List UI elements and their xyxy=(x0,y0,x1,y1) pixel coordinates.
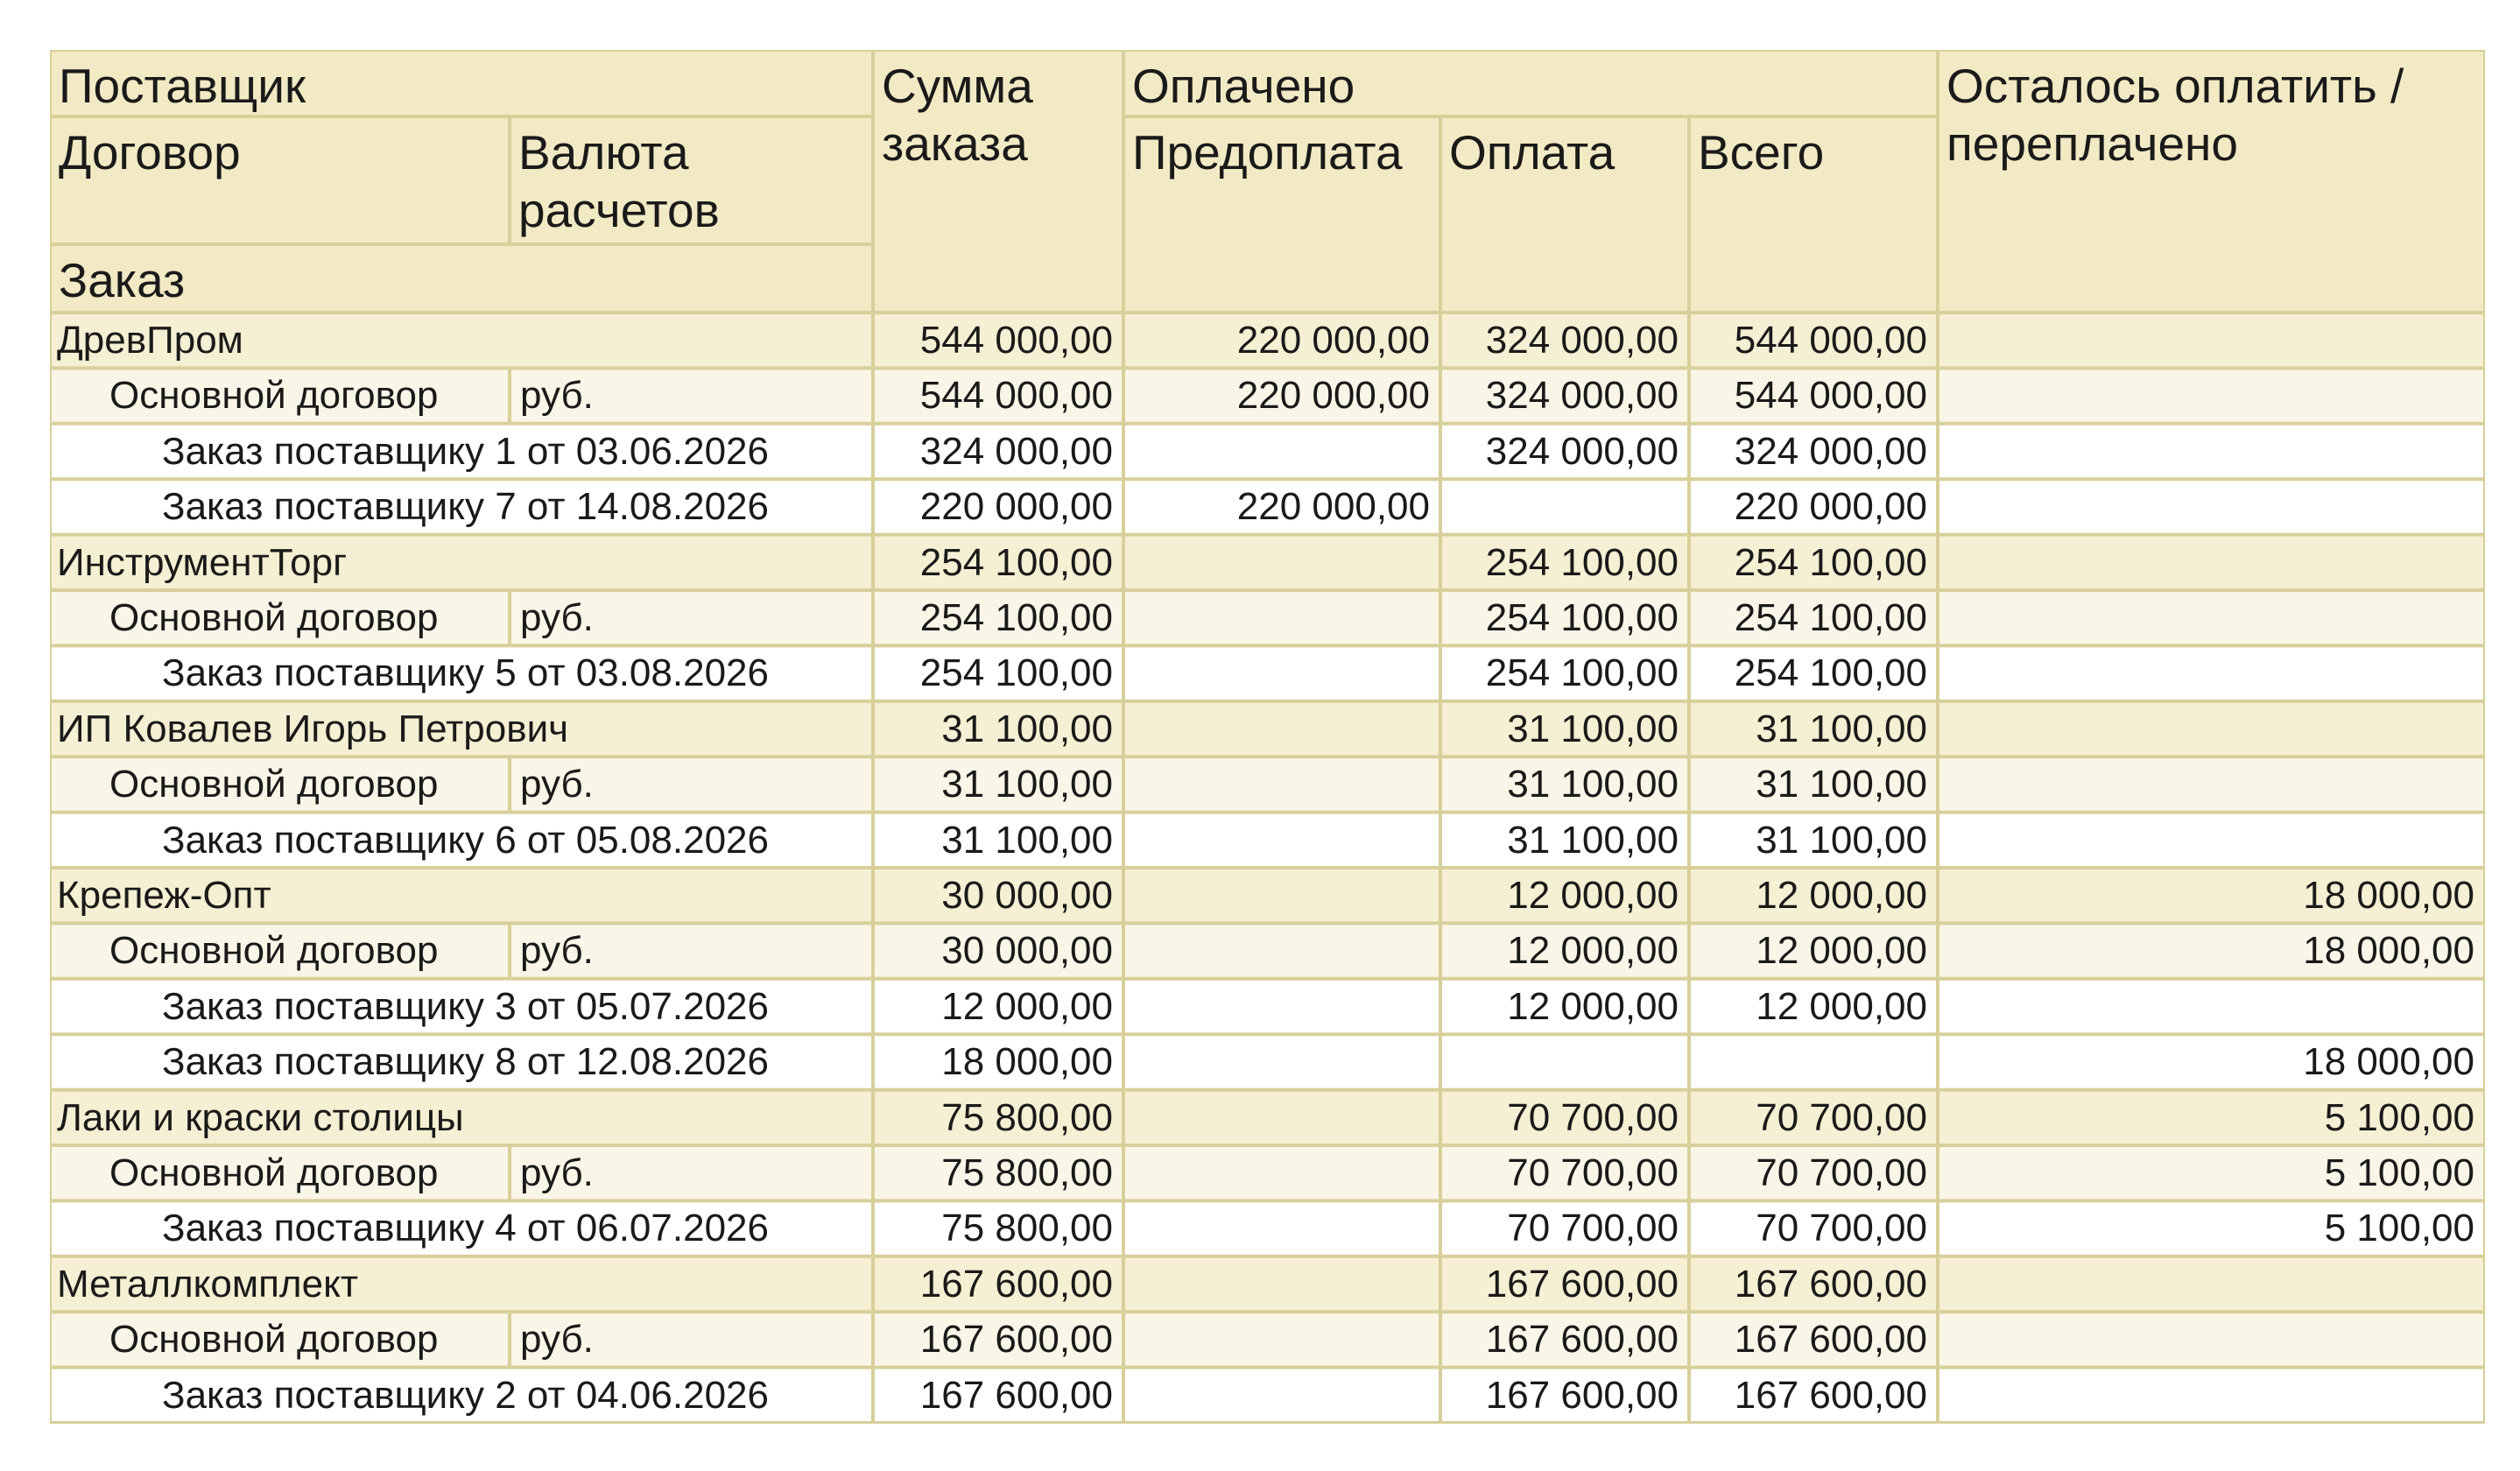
header-supplier: Поставщик xyxy=(59,59,306,113)
header-remaining: Осталось оплатить / переплачено xyxy=(1946,59,2404,171)
order-sum-value: 220 000,00 xyxy=(919,485,1113,529)
payment-value xyxy=(1440,1034,1689,1089)
row-name: Основной договор xyxy=(109,1318,439,1362)
total-value: 254 100,00 xyxy=(1734,651,1927,695)
row-currency: руб. xyxy=(520,1151,594,1194)
payment-value: 12 000,00 xyxy=(1507,929,1679,973)
header-order: Заказ xyxy=(59,253,186,307)
row-name: Основной договор xyxy=(109,929,439,973)
row-name: ДревПром xyxy=(57,319,243,362)
remaining-value xyxy=(1938,535,2485,590)
total-value: 31 100,00 xyxy=(1756,707,1927,750)
remaining-value: 5 100,00 xyxy=(2324,1095,2474,1139)
payment-value: 254 100,00 xyxy=(1485,651,1679,695)
header-prepayment: Предоплата xyxy=(1132,125,1403,179)
total-value: 12 000,00 xyxy=(1756,874,1927,917)
prepayment-value xyxy=(1123,1145,1440,1200)
payment-value: 31 100,00 xyxy=(1507,707,1679,750)
prepayment-value: 220 000,00 xyxy=(1236,485,1430,529)
prepayment-value xyxy=(1123,424,1440,479)
order-sum-value: 30 000,00 xyxy=(941,929,1113,973)
row-currency: руб. xyxy=(520,929,594,973)
prepayment-value: 220 000,00 xyxy=(1236,374,1430,418)
prepayment-value xyxy=(1123,923,1440,978)
prepayment-value xyxy=(1123,1200,1440,1256)
payment-value: 324 000,00 xyxy=(1485,374,1679,418)
prepayment-value xyxy=(1123,757,1440,812)
total-value: 31 100,00 xyxy=(1756,818,1927,862)
header-order-sum: Сумма заказа xyxy=(882,59,1033,171)
row-currency: руб. xyxy=(520,374,594,418)
payment-value: 167 600,00 xyxy=(1485,1262,1679,1306)
remaining-value xyxy=(1938,479,2485,534)
order-sum-value: 544 000,00 xyxy=(919,319,1113,362)
total-value: 167 600,00 xyxy=(1734,1262,1927,1306)
prepayment-value xyxy=(1123,535,1440,590)
payment-value: 167 600,00 xyxy=(1485,1373,1679,1417)
total-value: 31 100,00 xyxy=(1756,763,1927,806)
row-name: Заказ поставщику 8 от 12.08.2026 xyxy=(162,1040,769,1084)
order-sum-value: 31 100,00 xyxy=(941,818,1113,862)
remaining-value: 18 000,00 xyxy=(2303,874,2474,917)
order-sum-value: 31 100,00 xyxy=(941,707,1113,750)
order-sum-value: 324 000,00 xyxy=(919,429,1113,473)
row-name: Основной договор xyxy=(109,1151,439,1194)
remaining-value: 5 100,00 xyxy=(2324,1151,2474,1194)
total-value: 70 700,00 xyxy=(1756,1095,1927,1139)
header-payment: Оплата xyxy=(1449,125,1615,179)
row-name: Заказ поставщику 1 от 03.06.2026 xyxy=(162,429,769,473)
payment-value: 324 000,00 xyxy=(1485,319,1679,362)
remaining-value xyxy=(1938,813,2485,868)
order-sum-value: 18 000,00 xyxy=(941,1040,1113,1084)
order-sum-value: 75 800,00 xyxy=(941,1151,1113,1194)
remaining-value xyxy=(1938,590,2485,645)
total-value: 167 600,00 xyxy=(1734,1318,1927,1362)
payment-value: 254 100,00 xyxy=(1485,596,1679,639)
remaining-value xyxy=(1938,757,2485,812)
total-value: 254 100,00 xyxy=(1734,596,1927,639)
row-name: ИнструментТорг xyxy=(57,540,348,584)
remaining-value xyxy=(1938,1312,2485,1367)
total-value: 254 100,00 xyxy=(1734,540,1927,584)
remaining-value xyxy=(1938,1256,2485,1312)
remaining-value: 18 000,00 xyxy=(2303,1040,2474,1084)
prepayment-value xyxy=(1123,701,1440,757)
row-name: Основной договор xyxy=(109,374,439,418)
total-value: 167 600,00 xyxy=(1734,1373,1927,1417)
remaining-value xyxy=(1938,1368,2485,1423)
row-name: Крепеж-Опт xyxy=(57,874,271,917)
payment-value: 12 000,00 xyxy=(1507,984,1679,1028)
total-value: 220 000,00 xyxy=(1734,485,1927,529)
payment-value: 324 000,00 xyxy=(1485,429,1679,473)
row-name: Заказ поставщику 3 от 05.07.2026 xyxy=(162,984,769,1028)
prepayment-value xyxy=(1123,979,1440,1034)
remaining-value xyxy=(1938,368,2485,423)
total-value: 12 000,00 xyxy=(1756,929,1927,973)
prepayment-value xyxy=(1123,1256,1440,1312)
remaining-value: 5 100,00 xyxy=(2324,1207,2474,1250)
order-sum-value: 544 000,00 xyxy=(919,374,1113,418)
remaining-value: 18 000,00 xyxy=(2303,929,2474,973)
remaining-value xyxy=(1938,424,2485,479)
total-value: 544 000,00 xyxy=(1734,374,1927,418)
order-sum-value: 12 000,00 xyxy=(941,984,1113,1028)
payment-value: 254 100,00 xyxy=(1485,540,1679,584)
total-value: 12 000,00 xyxy=(1756,984,1927,1028)
order-sum-value: 254 100,00 xyxy=(919,651,1113,695)
header-currency: Валюта расчетов xyxy=(518,125,720,237)
remaining-value xyxy=(1938,645,2485,700)
prepayment-value xyxy=(1123,1090,1440,1145)
row-name: Заказ поставщику 4 от 06.07.2026 xyxy=(162,1207,769,1250)
row-name: Заказ поставщику 2 от 04.06.2026 xyxy=(162,1373,769,1417)
payments-report-table xyxy=(50,50,2485,1424)
order-sum-value: 254 100,00 xyxy=(919,596,1113,639)
header-total: Всего xyxy=(1698,125,1825,179)
remaining-value xyxy=(1938,313,2485,368)
total-value: 324 000,00 xyxy=(1734,429,1927,473)
row-name: Основной договор xyxy=(109,763,439,806)
remaining-value xyxy=(1938,701,2485,757)
row-name: Заказ поставщику 6 от 05.08.2026 xyxy=(162,818,769,862)
row-name: Заказ поставщику 7 от 14.08.2026 xyxy=(162,485,769,529)
row-currency: руб. xyxy=(520,1318,594,1362)
order-sum-value: 167 600,00 xyxy=(919,1262,1113,1306)
row-name: Лаки и краски столицы xyxy=(57,1095,464,1139)
payment-value: 70 700,00 xyxy=(1507,1207,1679,1250)
header-paid: Оплачено xyxy=(1132,59,1355,113)
prepayment-value: 220 000,00 xyxy=(1236,319,1430,362)
prepayment-value xyxy=(1123,590,1440,645)
total-value: 544 000,00 xyxy=(1734,319,1927,362)
row-name: ИП Ковалев Игорь Петрович xyxy=(57,707,569,750)
prepayment-value xyxy=(1123,645,1440,700)
payment-value: 167 600,00 xyxy=(1485,1318,1679,1362)
prepayment-value xyxy=(1123,1368,1440,1423)
order-sum-value: 167 600,00 xyxy=(919,1318,1113,1362)
row-name: Заказ поставщику 5 от 03.08.2026 xyxy=(162,651,769,695)
order-sum-value: 75 800,00 xyxy=(941,1095,1113,1139)
prepayment-value xyxy=(1123,813,1440,868)
total-value: 70 700,00 xyxy=(1756,1151,1927,1194)
row-name: Основной договор xyxy=(109,596,439,639)
order-sum-value: 30 000,00 xyxy=(941,874,1113,917)
total-value xyxy=(1689,1034,1938,1089)
order-sum-value: 31 100,00 xyxy=(941,763,1113,806)
total-value: 70 700,00 xyxy=(1756,1207,1927,1250)
order-sum-value: 75 800,00 xyxy=(941,1207,1113,1250)
prepayment-value xyxy=(1123,868,1440,923)
row-currency: руб. xyxy=(520,763,594,806)
prepayment-value xyxy=(1123,1034,1440,1089)
prepayment-value xyxy=(1123,1312,1440,1367)
order-sum-value: 254 100,00 xyxy=(919,540,1113,584)
payment-value: 12 000,00 xyxy=(1507,874,1679,917)
remaining-value xyxy=(1938,979,2485,1034)
payment-value: 31 100,00 xyxy=(1507,763,1679,806)
payment-value: 70 700,00 xyxy=(1507,1151,1679,1194)
row-name: Металлкомплект xyxy=(57,1262,358,1306)
row-currency: руб. xyxy=(520,596,594,639)
order-sum-value: 167 600,00 xyxy=(919,1373,1113,1417)
header-contract: Договор xyxy=(59,125,241,179)
payment-value xyxy=(1440,479,1689,534)
payment-value: 31 100,00 xyxy=(1507,818,1679,862)
payment-value: 70 700,00 xyxy=(1507,1095,1679,1139)
